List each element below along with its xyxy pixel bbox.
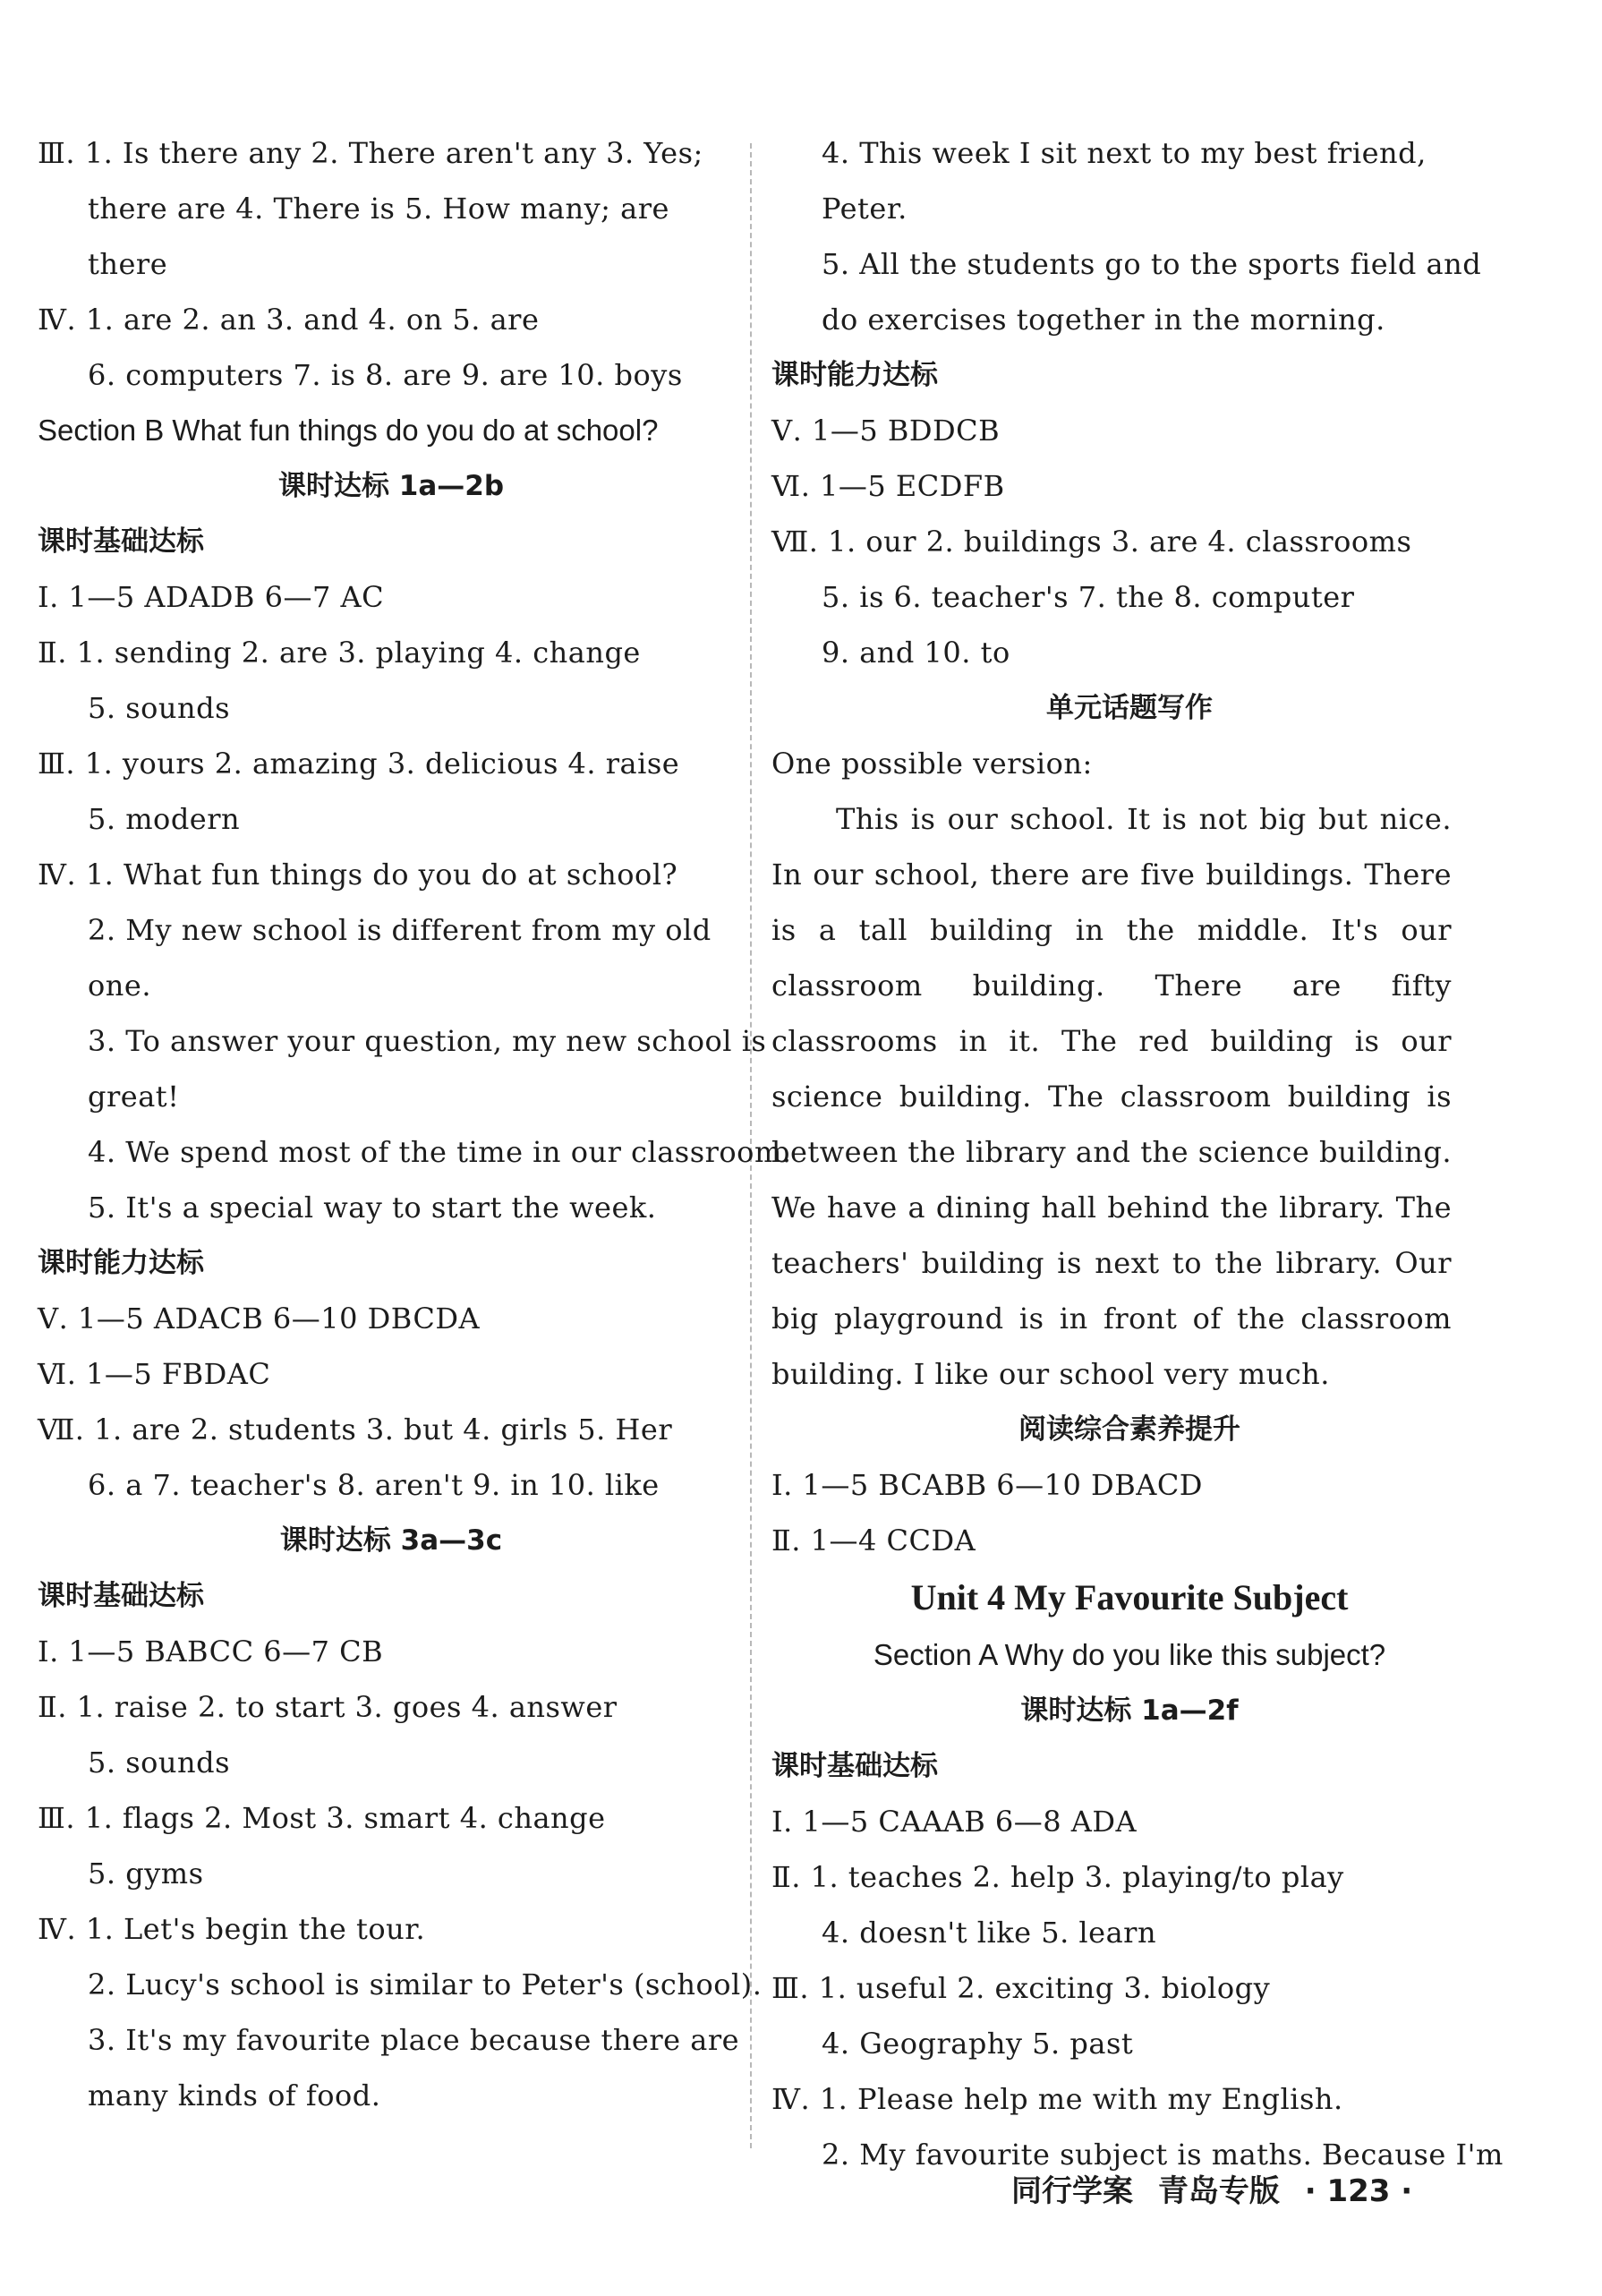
answer-line: Peter. — [822, 192, 908, 226]
answer-line: 5. sounds — [88, 1745, 231, 1780]
answer-line: Ⅱ. 1. teaches 2. help 3. playing/to play — [771, 1860, 1344, 1894]
answer-line: Ⅰ. 1—5 ADADB 6—7 AC — [38, 580, 385, 614]
answer-line: Ⅱ. 1. sending 2. are 3. playing 4. change — [38, 636, 641, 670]
section-heading: 阅读综合素养提升 — [1018, 1413, 1240, 1446]
answer-line: 9. and 10. to — [822, 636, 1010, 670]
right-bottom-answers — [771, 1402, 1504, 2182]
answer-line: Ⅳ. 1. Please help me with my English. — [771, 2082, 1343, 2116]
section-heading: 课时达标 1a—2b — [277, 470, 505, 502]
answer-line: 5. All the students go to the sports field and — [822, 247, 1482, 281]
answer-line: 2. My new school is different from my old — [88, 913, 712, 947]
answer-line: 5. is 6. teacher's 7. the 8. computer — [822, 580, 1355, 614]
answer-line: 3. It's my favourite place because there are — [88, 2023, 740, 2057]
answer-line: Ⅱ. 1. raise 2. to start 3. goes 4. answer — [38, 1690, 618, 1724]
answer-line: 4. Geography 5. past — [822, 2027, 1134, 2061]
answer-line: many kinds of food. — [88, 2078, 381, 2112]
answer-line: Ⅱ. 1—4 CCDA — [771, 1524, 976, 1558]
right-top-answers — [771, 125, 1487, 791]
page-footer — [1011, 2166, 1427, 2210]
answer-line: Ⅲ. 1. Is there any 2. There aren't any 3. Yes; — [38, 136, 703, 170]
answer-line: Ⅲ. 1. useful 2. exciting 3. biology — [771, 1971, 1271, 2005]
answer-line: 5. gyms — [88, 1856, 204, 1891]
answer-line: do exercises together in the morning. — [822, 303, 1385, 337]
essay-text: This is our school. It is not big but nice. In our school, there are five buildings. There is a tall building in the middle. It's our classroom building. There are fifty classrooms in it. The red building is our science building. The classroom building is between the library and the science building. We have a dining hall behind the library. The teachers' building is next to the library. Our big playground is in front of the classroom building. I like our school very much. — [771, 802, 1452, 1391]
answer-line: Ⅶ. 1. our 2. buildings 3. are 4. classrooms — [771, 525, 1412, 559]
footer-edition: 青岛专版 — [1157, 2173, 1280, 2209]
answer-line: 5. modern — [88, 802, 241, 836]
section-title: Section A Why do you like this subject? — [873, 1638, 1386, 1671]
answer-line: Ⅵ. 1—5 ECDFB — [771, 469, 1005, 503]
page-number: · 123 · — [1304, 2173, 1413, 2209]
answer-line: there are 4. There is 5. How many; are — [88, 192, 669, 226]
footer-brand: 同行学案 — [1011, 2173, 1133, 2209]
unit-title: Unit 4 My Favourite Subject — [910, 1577, 1349, 1617]
answer-line: Ⅴ. 1—5 ADACB 6—10 DBCDA — [38, 1302, 481, 1336]
section-heading: 课时能力达标 — [38, 1247, 204, 1279]
answer-line: Ⅴ. 1—5 BDDCB — [771, 414, 1001, 448]
section-heading: 课时能力达标 — [771, 359, 938, 391]
answer-line: 4. We spend most of the time in our classroom. — [88, 1135, 792, 1169]
answer-line: One possible version: — [771, 747, 1093, 781]
answer-line: Ⅰ. 1—5 CAAAB 6—8 ADA — [771, 1805, 1138, 1839]
answer-line: 6. a 7. teacher's 8. aren't 9. in 10. like — [88, 1468, 660, 1502]
answer-line: Ⅳ. 1. are 2. an 3. and 4. on 5. are — [38, 303, 540, 337]
sample-essay — [771, 791, 1452, 1402]
answer-line: Ⅵ. 1—5 FBDAC — [38, 1357, 271, 1391]
section-heading: 课时基础达标 — [771, 1750, 938, 1782]
section-title: Section B What fun things do you do at school? — [38, 414, 659, 447]
answer-line: Ⅰ. 1—5 BCABB 6—10 DBACD — [771, 1468, 1203, 1502]
answer-line: Ⅶ. 1. are 2. students 3. but 4. girls 5. Her — [38, 1413, 673, 1447]
answer-line: Ⅳ. 1. Let's begin the tour. — [38, 1912, 426, 1946]
answer-line: 4. doesn't like 5. learn — [822, 1916, 1157, 1950]
answer-line: Ⅲ. 1. yours 2. amazing 3. delicious 4. raise — [38, 747, 680, 781]
answer-line: Ⅳ. 1. What fun things do you do at school? — [38, 858, 678, 892]
answer-line: 6. computers 7. is 8. are 9. are 10. boys — [88, 358, 683, 392]
answer-line: there — [88, 247, 168, 281]
answer-line: Ⅲ. 1. flags 2. Most 3. smart 4. change — [38, 1801, 606, 1835]
answer-line: 2. My favourite subject is maths. Because I'm — [822, 2138, 1504, 2172]
right-column — [771, 125, 1504, 2182]
section-heading: 课时基础达标 — [38, 1580, 204, 1612]
answer-line: great! — [88, 1080, 180, 1114]
answer-line: 2. Lucy's school is similar to Peter's (school). — [88, 1967, 763, 2002]
section-heading: 课时达标 1a—2f — [1020, 1694, 1239, 1727]
left-column — [38, 125, 792, 2123]
section-heading: 课时达标 3a—3c — [279, 1524, 503, 1557]
answer-line: 4. This week I sit next to my best friend, — [822, 136, 1427, 170]
answer-line: 5. sounds — [88, 691, 231, 725]
section-heading: 课时基础达标 — [38, 525, 204, 558]
answer-line: 3. To answer your question, my new school is — [88, 1024, 767, 1058]
answer-line: one. — [88, 969, 151, 1003]
answer-line: Ⅰ. 1—5 BABCC 6—7 CB — [38, 1635, 384, 1669]
answer-line: 5. It's a special way to start the week. — [88, 1191, 657, 1225]
section-heading: 单元话题写作 — [1046, 692, 1213, 724]
